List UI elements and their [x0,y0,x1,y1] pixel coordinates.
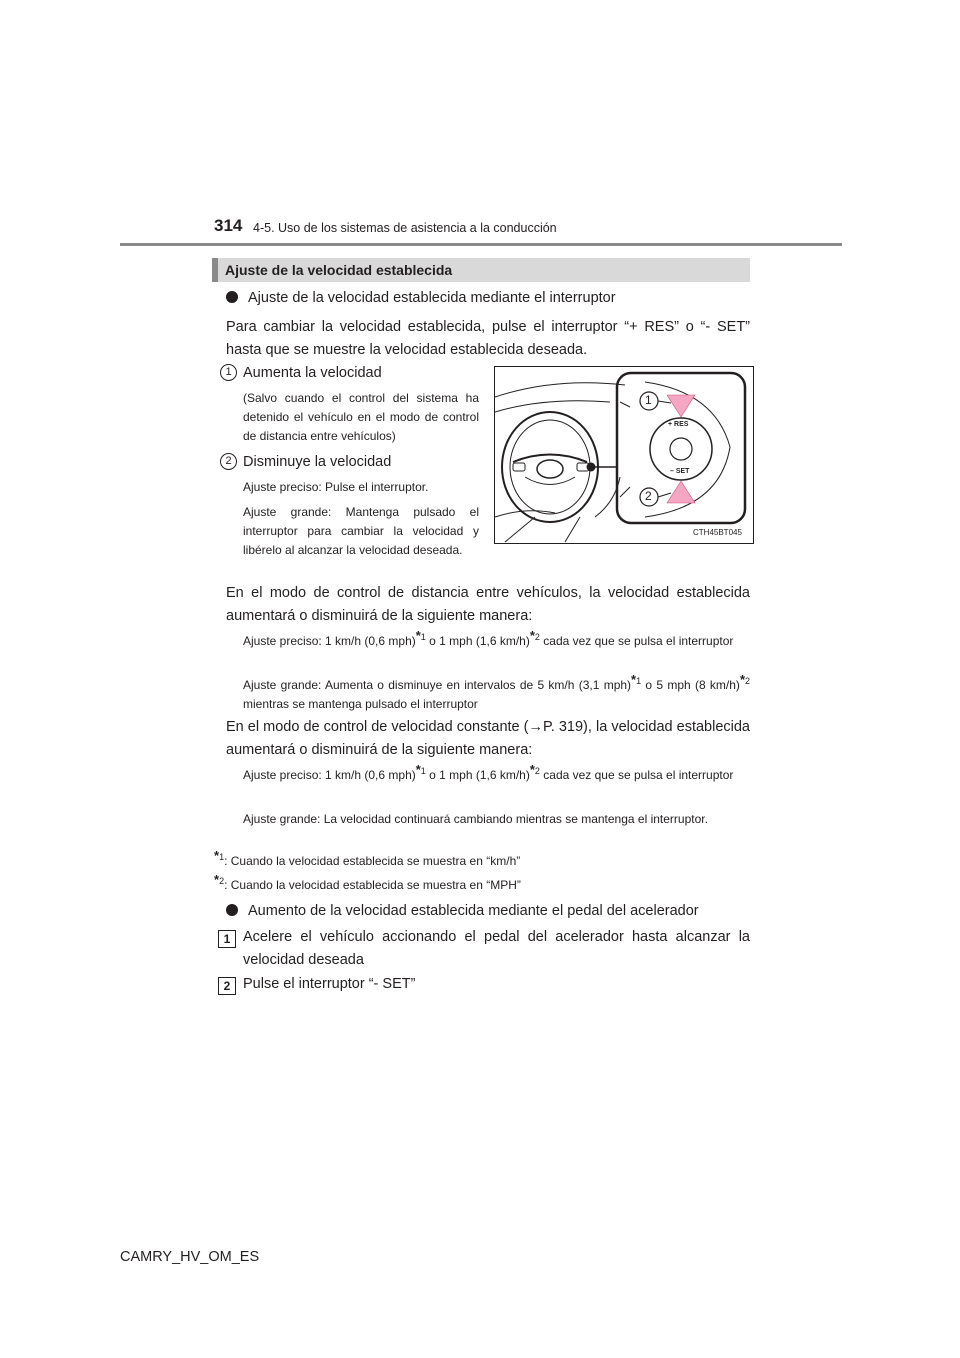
chapter-title: 4-5. Uso de los sistemas de asistencia a la conducción [253,221,557,235]
header-rule [120,243,842,246]
constant-mode-paragraph: En el modo de control de velocidad constante (→P. 319), la velocidad establecida aumentará o disminuirá de la siguiente manera: [226,719,750,758]
item-number-1: 1 [220,364,237,381]
bullet-dot-icon [226,904,238,916]
step-number-2: 2 [218,977,236,995]
bullet-dot-icon [226,291,238,303]
steering-wheel-figure [494,366,754,544]
figure-callout-1: 1 [645,393,652,407]
item-note-increase: (Salvo cuando el control del sistema ha detenido el vehículo en el modo de control de distancia entre vehículos) [243,391,479,443]
document-code: CAMRY_HV_OM_ES [120,1249,260,1265]
page-reference-arrow-icon: → [528,719,543,735]
res-switch-label: + RES [668,421,689,428]
distance-fine-adjust: Ajuste preciso: 1 km/h (0,6 mph)$^{*1}$ o 1 mph (1,6 km/h)$^{*2}$ cada vez que se pulsa el interruptor [243,628,734,648]
bullet-heading-accelerator: Aumento de la velocidad establecida mediante el pedal del acelerador [226,903,699,919]
distance-mode-paragraph: En el modo de control de distancia entre vehículos, la velocidad establecida aumentará o disminuirá de la siguiente manera: [226,585,750,624]
set-switch-label: – SET [670,468,690,475]
distance-coarse-adjust: Ajuste grande: Aumenta o disminuye en intervalos de 5 km/h (3,1 mph)$^{*1}$ o 5 mph (8 km/h)$^{*2}$ mientras se mantenga pulsado el interruptor [243,672,751,711]
item-note-coarse: Ajuste grande: Mantenga pulsado el interruptor para cambiar la velocidad y libérelo al alcanzar la velocidad deseada. [243,505,479,557]
item-note-fine: Ajuste preciso: Pulse el interruptor. [243,480,429,494]
constant-coarse-adjust: Ajuste grande: La velocidad continuará cambiando mientras se mantenga el interruptor. [243,812,708,826]
footnote-2: $^{*2}$: Cuando la velocidad establecida se muestra en “MPH” [214,872,521,892]
footnote-1: $^{*1}$: Cuando la velocidad establecida se muestra en “km/h” [214,848,521,868]
section-header [212,258,750,282]
figure-code: CTH45BT045 [693,528,742,537]
step-number-1: 1 [218,930,236,948]
step-1-text: Acelere el vehículo accionando el pedal del acelerador hasta alcanzar la velocidad deseada [243,929,750,968]
intro-paragraph: Para cambiar la velocidad establecida, pulse el interruptor “+ RES” o “- SET” hasta que se muestre la velocidad establecida deseada. [226,319,750,358]
bullet-heading-switch: Ajuste de la velocidad establecida mediante el interruptor [226,290,616,306]
section-accent [212,258,218,282]
figure-callout-2: 2 [645,489,652,503]
page-number: 314 [214,216,243,235]
step-2-text: Pulse el interruptor “- SET” [243,976,416,992]
section-title: Ajuste de la velocidad establecida [225,262,453,278]
steering-wheel-illustration [495,367,753,543]
constant-fine-adjust: Ajuste preciso: 1 km/h (0,6 mph)$^{*1}$ o 1 mph (1,6 km/h)$^{*2}$ cada vez que se pulsa el interruptor [243,762,734,782]
item-label-increase: Aumenta la velocidad [243,365,382,381]
item-label-decrease: Disminuye la velocidad [243,454,392,470]
item-number-2: 2 [220,453,237,470]
